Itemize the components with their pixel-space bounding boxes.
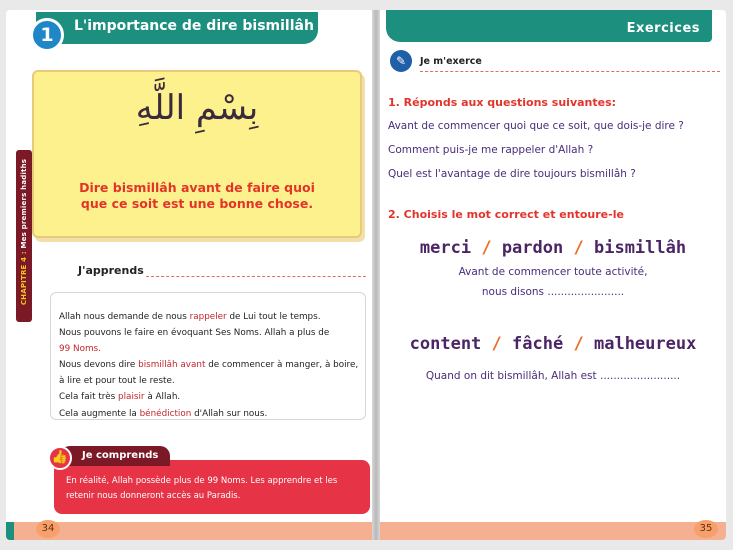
page-number-right: 35 xyxy=(694,520,718,538)
apprends-line-5: à lire et pour tout le reste. xyxy=(59,376,175,387)
apprends-line-6: Cela fait très plaisir à Allah. xyxy=(59,392,181,403)
word-choice-fache[interactable]: fâché xyxy=(512,334,564,354)
word-choice-pardon[interactable]: pardon xyxy=(501,238,564,258)
lesson-header xyxy=(6,10,372,50)
key-idea-line-1: Dire bismillâh avant de faire quoi xyxy=(79,180,315,195)
word-separator: / xyxy=(491,334,502,354)
lesson-title: L'importance de dire bismillâh xyxy=(74,18,314,34)
bottom-strip-left xyxy=(6,522,372,540)
apprends-text-box xyxy=(50,292,366,420)
question-2-title: 2. Choisis le mot correct et entoure-le xyxy=(388,208,624,221)
question-1-title: 1. Réponds aux questions suivantes: xyxy=(388,96,617,109)
fill-in-sentence-2: Quand on dit bismillâh, Allah est ........................ xyxy=(425,370,681,382)
key-idea-line-2: que ce soit est une bonne chose. xyxy=(80,196,314,211)
sentence-1-line-2: nous disons ....................... xyxy=(481,286,625,298)
comprends-text xyxy=(66,474,366,504)
word-choice-row-2 xyxy=(380,334,726,354)
question-1-line: Comment puis-je me rappeler d'Allah ? xyxy=(388,144,594,156)
apprends-line-3: 99 Noms. xyxy=(59,344,101,355)
word-separator: / xyxy=(573,238,584,258)
pencil-icon: ✎ xyxy=(390,50,412,72)
word-choice-row-1 xyxy=(380,238,726,258)
page-number-left: 34 xyxy=(36,520,60,538)
key-idea-box xyxy=(32,70,362,238)
apprends-heading: J'apprends xyxy=(78,264,144,277)
thumbs-up-icon: 👍 xyxy=(48,446,72,470)
exerce-heading: Je m'exerce xyxy=(420,56,482,67)
apprends-line-1: Allah nous demande de nous rappeler de Lui tout le temps. xyxy=(59,312,321,322)
word-choice-malheureux[interactable]: malheureux xyxy=(593,334,697,354)
left-page xyxy=(6,10,372,540)
exercises-header xyxy=(386,10,712,42)
bismillah-calligraphy: بِسْمِ اللَّهِ xyxy=(135,88,259,128)
exerce-divider xyxy=(420,71,720,72)
word-choice-content[interactable]: content xyxy=(409,334,482,354)
teal-corner xyxy=(6,522,14,540)
apprends-line-4: Nous devons dire bismillâh avant de commencer à manger, à boire, xyxy=(59,360,359,371)
fill-in-sentence-1 xyxy=(380,262,726,302)
question-1-line: Avant de commencer quoi que ce soit, que dois-je dire ? xyxy=(388,120,684,132)
word-choice-bismillah[interactable]: bismillâh xyxy=(593,238,687,258)
right-page xyxy=(380,10,726,540)
comprends-line-2: retenir nous donneront accès au Paradis. xyxy=(66,491,241,501)
question-1-line: Quel est l'avantage de dire toujours bismillâh ? xyxy=(388,168,636,180)
bottom-strip-right xyxy=(380,522,726,540)
comprends-heading: Je comprends xyxy=(82,450,159,461)
sentence-1-line-1: Avant de commencer toute activité, xyxy=(458,266,648,278)
apprends-text xyxy=(59,309,359,422)
chapter-number-badge: 1 xyxy=(30,18,64,52)
word-separator: / xyxy=(481,238,492,258)
word-choice-merci[interactable]: merci xyxy=(419,238,472,258)
word-separator: / xyxy=(573,334,584,354)
book-gutter xyxy=(372,10,380,540)
side-tab-book-title: Mes premiers hadiths xyxy=(20,158,28,249)
exercises-title: Exercices xyxy=(626,21,700,36)
apprends-line-2: Nous pouvons le faire en évoquant Ses Noms. Allah a plus de xyxy=(59,328,330,339)
comprends-line-1: En réalité, Allah possède plus de 99 Noms. Les apprendre et les xyxy=(66,476,338,486)
side-chapter-tab xyxy=(16,150,32,322)
apprends-divider xyxy=(146,276,366,277)
apprends-line-7: Cela augmente la bénédiction d'Allah sur nous. xyxy=(59,408,268,419)
side-tab-chapter-label: CHAPITRE 4 : xyxy=(20,251,28,306)
key-idea-caption xyxy=(34,180,360,212)
